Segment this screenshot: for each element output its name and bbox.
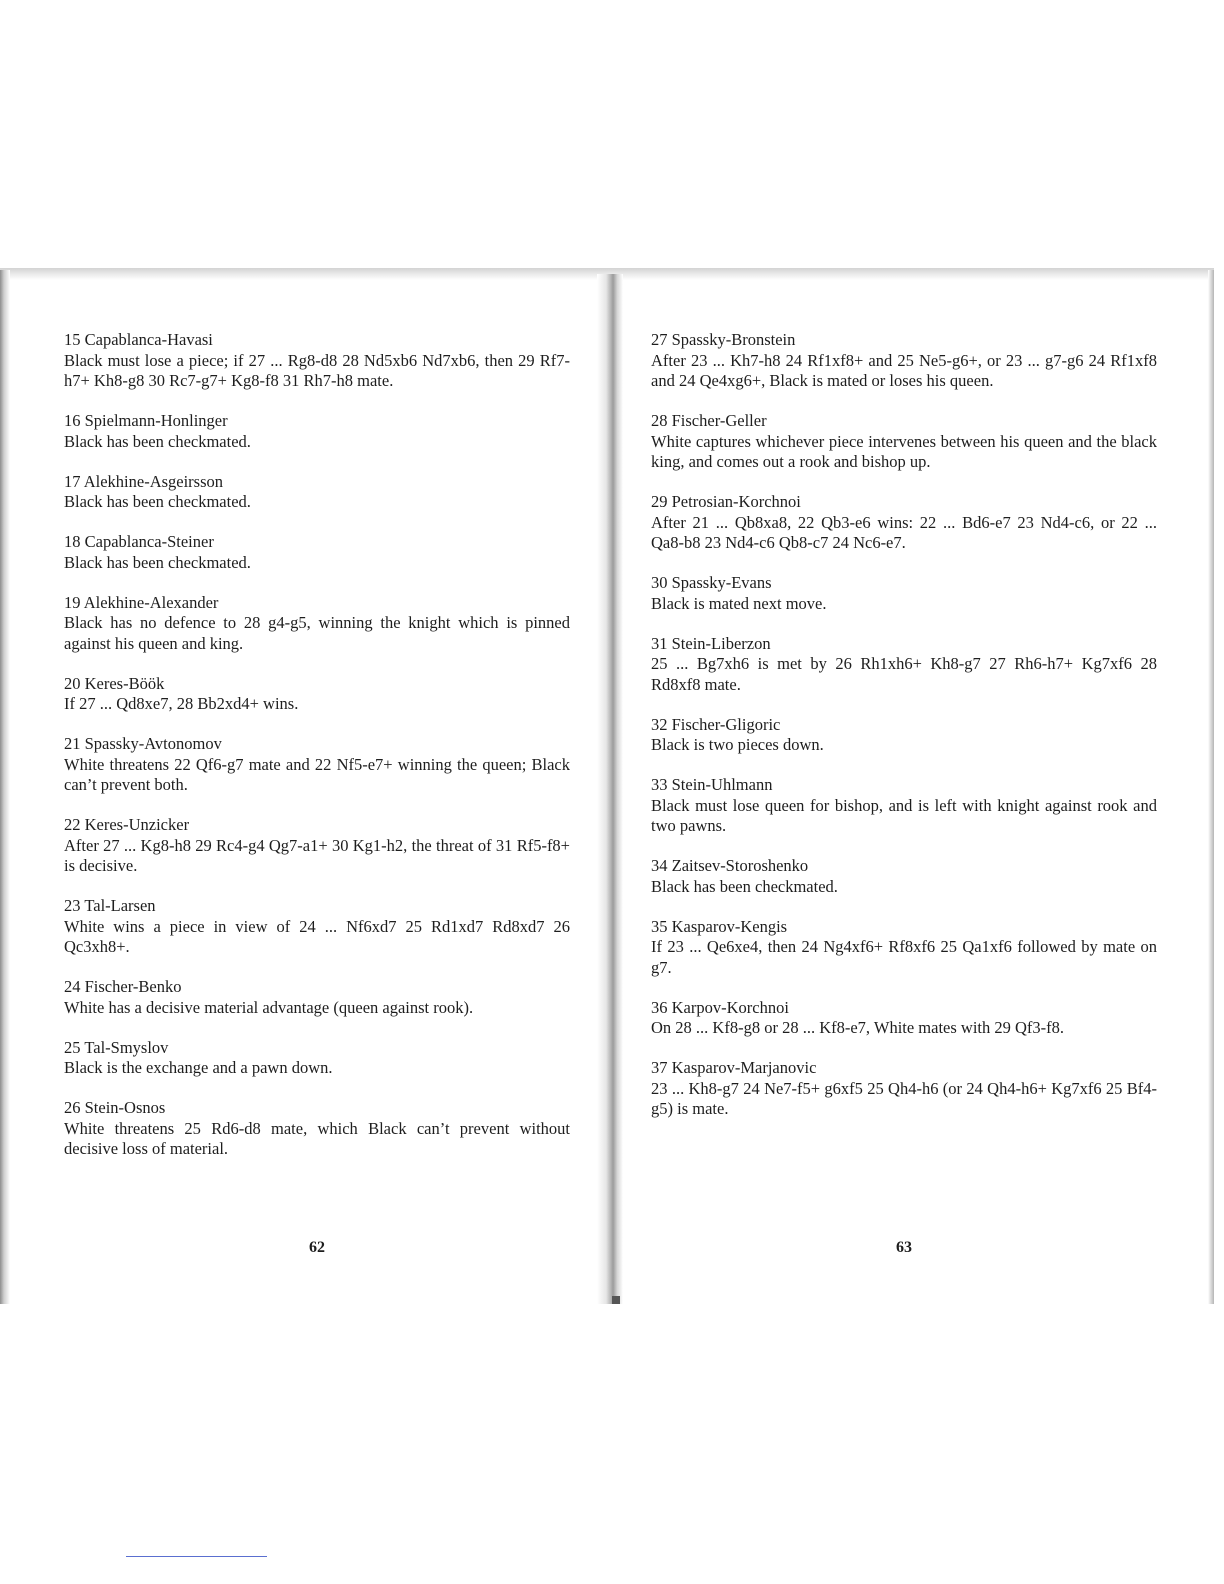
entry-title: 20 Keres-Böök	[64, 673, 165, 693]
entry-title: 30 Spassky-Evans	[651, 573, 772, 592]
entry-text: If 23 ... Qe6xe4, then 24 Ng4xf6+ Rf8xf6 25 Qa1xf6 followed by mate on g7.	[651, 937, 1157, 977]
entry-title: 29 Petrosian-Korchnoi	[651, 492, 801, 511]
entry-title: 21 Spassky-Avtonomov	[64, 734, 222, 753]
entry-text: After 23 ... Kh7-h8 24 Rf1xf8+ and 25 Ne5-g6+, or 23 ... g7-g6 24 Rf1xf8 and 24 Qe4xg6+, Black is mated or loses his queen.	[651, 350, 1157, 390]
entry-text: White wins a piece in view of 24 ... Nf6xd7 25 Rd1xd7 Rd8xd7 26 Qc3xh8+.	[64, 916, 570, 956]
solution-entry	[651, 330, 1157, 392]
entry-title: 19 Alekhine-Alexander	[64, 592, 219, 612]
entry-text: Black is two pieces down.	[651, 735, 824, 754]
solution-entry	[64, 593, 570, 655]
entry-title: 36 Karpov-Korchnoi	[651, 997, 789, 1017]
solution-entry	[651, 634, 1157, 696]
entry-title: 35 Kasparov-Kengis	[651, 916, 788, 936]
entry-title: 25 Tal-Smyslov	[64, 1037, 169, 1057]
solution-entry	[64, 330, 570, 392]
entry-title: 16 Spielmann-Honlinger	[64, 411, 228, 430]
solution-entry	[651, 1058, 1157, 1120]
entry-text: White threatens 22 Qf6-g7 mate and 22 Nf5-e7+ winning the queen; Black can’t prevent both.	[64, 754, 570, 794]
right-page	[651, 268, 1157, 1304]
solution-entry	[651, 715, 1157, 756]
entry-text: On 28 ... Kf8-g8 or 28 ... Kf8-e7, White mates with 29 Qf3-f8.	[651, 1018, 1065, 1037]
entry-text: Black has been checkmated.	[651, 876, 838, 896]
entry-text: Black must lose queen for bishop, and is left with knight against rook and two pawns.	[651, 795, 1157, 835]
solution-entry	[64, 674, 570, 715]
entry-text: Black is mated next move.	[651, 593, 827, 613]
entry-text: Black has been checkmated.	[64, 552, 251, 572]
solution-entry	[64, 977, 570, 1018]
page-number: 62	[309, 1239, 325, 1256]
entry-title: 17 Alekhine-Asgeirsson	[64, 471, 224, 491]
left-page-edge	[0, 270, 10, 1304]
entry-title: 37 Kasparov-Marjanovic	[651, 1058, 817, 1077]
entry-text: Black is the exchange and a pawn down.	[64, 1058, 333, 1077]
entry-text: Black has been checkmated.	[64, 492, 251, 511]
entry-title: 31 Stein-Liberzon	[651, 633, 771, 653]
entry-title: 15 Capablanca-Havasi	[64, 330, 213, 349]
left-page-entries	[64, 330, 570, 1179]
right-page-edge	[1208, 270, 1214, 1304]
entry-text: After 27 ... Kg8-h8 29 Rc4-g4 Qg7-a1+ 30 Kg1-h2, the threat of 31 Rf5-f8+ is decisive.	[64, 835, 570, 875]
entry-text: Black has no defence to 28 g4-g5, winning the knight which is pinned against his queen and king.	[64, 613, 570, 653]
entry-text: Black must lose a piece; if 27 ... Rg8-d8 28 Nd5xb6 Nd7xb6, then 29 Rf7-h7+ Kh8-g8 30 Rc7-g7+ Kg8-f8 31 Rh7-h8 mate.	[64, 350, 570, 390]
solution-entry	[651, 775, 1157, 837]
entry-title: 23 Tal-Larsen	[64, 896, 156, 915]
solution-entry	[651, 411, 1157, 473]
gutter-mark	[612, 1296, 620, 1304]
entry-title: 26 Stein-Osnos	[64, 1098, 166, 1117]
entry-text: 25 ... Bg7xh6 is met by 26 Rh1xh6+ Kh8-g7 27 Rh6-h7+ Kg7xf6 28 Rd8xf8 mate.	[651, 654, 1157, 694]
entry-title: 27 Spassky-Bronstein	[651, 330, 796, 349]
solution-entry	[64, 472, 570, 513]
right-page-entries	[651, 330, 1157, 1139]
entry-text: If 27 ... Qd8xe7, 28 Bb2xd4+ wins.	[64, 694, 299, 713]
solution-entry	[64, 734, 570, 796]
solution-entry	[64, 1038, 570, 1079]
entry-title: 22 Keres-Unzicker	[64, 815, 190, 834]
solution-entry	[64, 896, 570, 958]
entry-title: 33 Stein-Uhlmann	[651, 775, 773, 794]
entry-text: 23 ... Kh8-g7 24 Ne7-f5+ g6xf5 25 Qh4-h6 (or 24 Qh4-h6+ Kg7xf6 25 Bf4-g5) is mate.	[651, 1078, 1157, 1118]
solution-entry	[651, 917, 1157, 979]
entry-title: 32 Fischer-Gligoric	[651, 714, 781, 734]
entry-title: 34 Zaitsev-Storoshenko	[651, 856, 809, 875]
entry-text: White threatens 25 Rd6-d8 mate, which Black can’t prevent without decisive loss of material.	[64, 1118, 570, 1158]
entry-text: White captures whichever piece intervenes between his queen and the black king, and comes out a rook and bishop up.	[651, 431, 1157, 471]
solution-entry	[64, 411, 570, 452]
book-gutter	[597, 274, 623, 1304]
solution-entry	[651, 573, 1157, 614]
solution-entry	[651, 856, 1157, 897]
book-spread	[0, 268, 1214, 1304]
solution-entry	[651, 492, 1157, 554]
entry-text: After 21 ... Qb8xa8, 22 Qb3-e6 wins: 22 ... Bd6-e7 23 Nd4-c6, or 22 ... Qa8-b8 23 Nd4-c6 Qb8-c7 24 Nc6-e7.	[651, 512, 1157, 552]
entry-text: White has a decisive material advantage (queen against rook).	[64, 997, 474, 1017]
left-page	[64, 268, 570, 1304]
solution-entry	[64, 532, 570, 573]
solution-entry	[64, 815, 570, 877]
entry-text: Black has been checkmated.	[64, 431, 251, 451]
entry-title: 18 Capablanca-Steiner	[64, 532, 214, 551]
entry-title: 24 Fischer-Benko	[64, 977, 182, 996]
page-number: 63	[896, 1239, 912, 1256]
solution-entry	[64, 1098, 570, 1160]
solution-entry	[651, 998, 1157, 1039]
entry-title: 28 Fischer-Geller	[651, 411, 767, 430]
footer-rule	[126, 1556, 267, 1557]
